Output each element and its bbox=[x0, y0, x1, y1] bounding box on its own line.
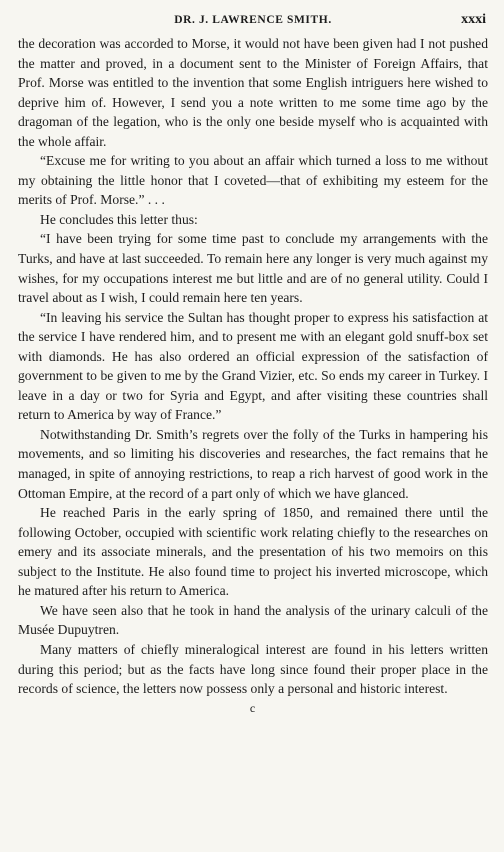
page-header bbox=[18, 10, 488, 34]
body-text bbox=[18, 34, 488, 699]
paragraph: the decoration was accorded to Morse, it would not have been given had I not pushed the matter and proved, in a document sent to the Minister of Foreign Affairs, that Prof. Morse was entitled to the invention that some English intriguers here wished to deprive him of. However, I send you a note written to me some time ago by the dragoman of the legation, who is the only one beside myself who is acquainted with the whole affair. bbox=[18, 36, 488, 149]
paragraph: “I have been trying for some time past to conclude my arrangements with the Turks, and have at last succeeded. To remain here any longer is very much against my wishes, for my occupations interest me but little and are of no general utility. Could I travel about as I wish, I could remain here ten years. bbox=[18, 231, 488, 306]
paragraph: We have seen also that he took in hand the analysis of the urinary calculi of the Musée Dupuytren. bbox=[18, 602, 488, 638]
paragraph: Many matters of chiefly mineralogical interest are found in his letters written during this period; but as the facts have long since found their proper place in the records of science, the letters now possess only a personal and historic interest. bbox=[18, 641, 488, 697]
page-number: xxxi bbox=[461, 12, 486, 27]
signature-mark: c bbox=[249, 700, 257, 715]
paragraph: “In leaving his service the Sultan has thought proper to express his satisfaction at the service I have rendered him, and to present me with an elegant gold snuff-box set with diamonds. He has also ordered an official expression of the satisfaction of government to be given to me by the Grand Vizier, etc. So ends my career in Turkey. I leave in a day or two for Syria and Egypt, and after visiting these countries shall return to America by way of France.” bbox=[18, 309, 488, 423]
paragraph: Notwithstanding Dr. Smith’s regrets over the folly of the Turks in hampering his movements, and so limiting his discoveries and researches, the fact remains that he managed, in spite of annoying restrictions, to reap a rich harvest of good work in the Ottoman Empire, at the record of a part only of which we have glanced. bbox=[18, 426, 488, 501]
paragraph: “Excuse me for writing to you about an affair which turned a loss to me without my obtaining the little honor that I coveted—that of exhibiting my esteem for the merits of Prof. Morse.” . . . bbox=[18, 153, 488, 208]
running-title: DR. J. LAWRENCE SMITH. bbox=[174, 14, 332, 26]
paragraph: He reached Paris in the early spring of 1850, and remained there until the following October, occupied with scientific work relating chiefly to the researches on emery and its associate minerals, and the presentation of his two memoirs on this subject to the Institute. He also found time to project his inverted microscope, which he matured after his return to America. bbox=[18, 505, 488, 599]
paragraph: He concludes this letter thus: bbox=[40, 211, 198, 227]
